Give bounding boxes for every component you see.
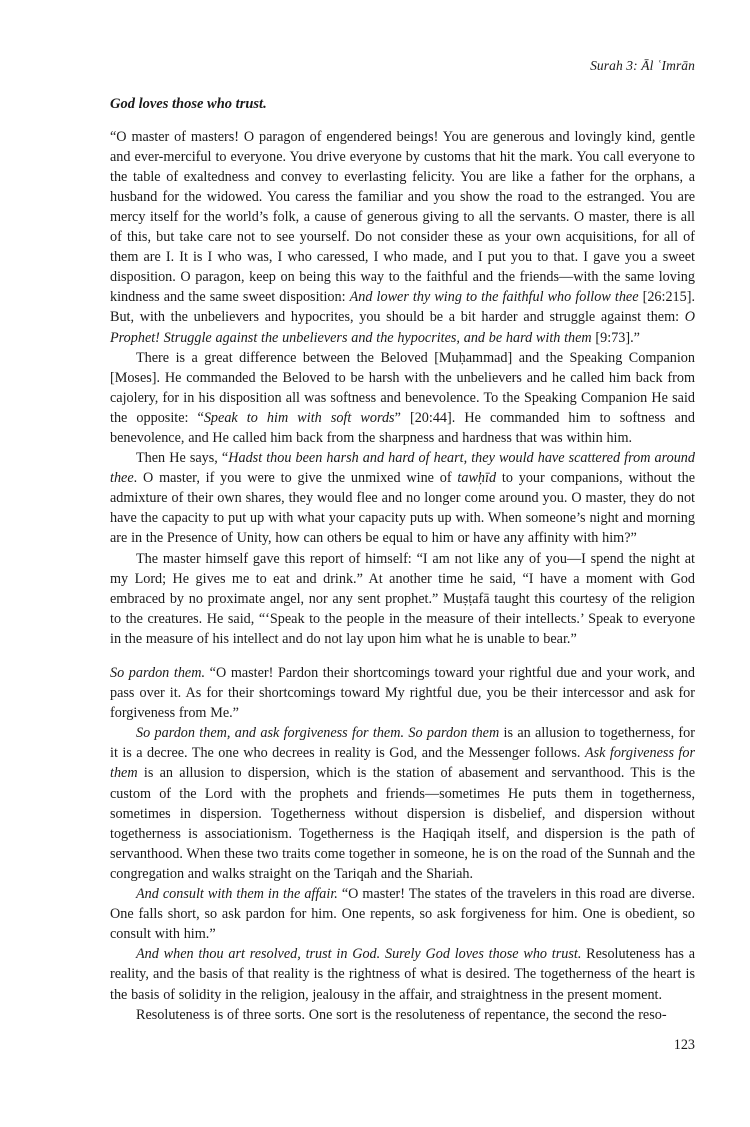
- lemma-so-pardon-them: So pardon them.: [110, 665, 206, 681]
- quran-quote-26-215: And lower thy wing to the faithful who follow thee: [349, 289, 639, 306]
- paragraph-5: [110, 663, 695, 723]
- paragraph-6: [110, 723, 695, 884]
- paragraph-2-text-a: There is a great difference between the Beloved [Muḥammad] and the Speaking Companion [Moses]. He commanded the Beloved to be harsh with the unbelievers and he called him back from cajolery, for in his disposition all was softness and benevolence. To the Speaking Companion He said the opposite: “: [110, 349, 695, 426]
- paragraph-7-text-a: “O master! The states of the travelers in this road are diverse. One falls short, so ask pardon for him. One repents, so ask forgiveness for him. One is obedient, so consult with him.”: [110, 886, 695, 943]
- lemma-so-pardon-them-2: So pardon them: [408, 725, 500, 742]
- quran-quote-hadst-thou-been-harsh: Hadst thou been harsh and hard of heart, they would have scattered from around thee: [110, 450, 695, 487]
- quran-quote-20-44: Speak to him with soft words: [203, 409, 395, 426]
- paragraph-1: [110, 127, 695, 348]
- section-heading: God loves those who trust.: [110, 96, 267, 112]
- paragraph-1-text-b: [26:215]. But, with the unbelievers and hypocrites, you should be a bit harder and struggle against them:: [110, 289, 695, 326]
- lemma-ask-forgiveness-for-them: Ask forgiveness for them: [110, 745, 695, 782]
- page-number: 123: [673, 1037, 695, 1053]
- paragraph-1-text-c: [9:73].”: [591, 329, 640, 346]
- paragraph-4: [110, 549, 695, 649]
- paragraph-5-text-a: “O master! Pardon their shortcomings toward your rightful due and your work, and pass over it. As for their shortcomings toward My rightful due, you be their intercessor and ask for forgiveness from Me.”: [110, 665, 695, 722]
- paragraph-4-text-a: The master himself gave this report of himself: “I am not like any of you—I spend the night at my Lord; He gives me to eat and drink.” At another time he said, “I have a moment with God embraced by no proximate angel, nor any sent prophet.” Muṣṭafā taught this courtesy of the religion to the creatures. He said, “‘Speak to the people in the measure of their intellects.’ Speak to everyone in the measure of his intellect and do not lay upon him what he is unable to bear.”: [110, 550, 695, 647]
- paragraph-1-text-a: “O master of masters! O paragon of engendered beings! You are generous and lovingly kind, gentle and ever-merciful to everyone. You drive everyone by customs that hit the mark. You call everyone to the table of exaltedness and convey to everlasting felicity. You are like a father for the orphans, a husband for the widowed. You caress the familiar and you show the road to the estranged. You are mercy itself for the world’s folk, a cause of generous giving to all the servants. O master, there is all of this, but take care not to see yourself. Do not consider these as your own acquisitions, for all of them are I. It is I who was, I who caressed, I who made, and I put you to that. I gave you a sweet disposition. O paragon, keep on being this way to the faithful and the friends—with the same loving kindness and the same sweet disposition:: [110, 128, 695, 306]
- paragraph-3-text-c: to your companions, without the admixture of their own shares, they would flee and no longer come around you. O master, they do not have the capacity to put up with what your capacity puts up with. When someone’s night and morning are in the Presence of Unity, how can others be equal to him or have any affinity with him?”: [110, 470, 695, 547]
- lemma-so-pardon-and-ask-forgiveness: So pardon them, and ask forgiveness for them.: [136, 725, 405, 742]
- term-tawhid: tawḥīd: [457, 470, 497, 487]
- paragraph-8: [110, 944, 695, 1004]
- paragraph-2: [110, 348, 695, 448]
- lemma-and-when-thou-art-resolved: And when thou art resolved, trust in God.: [136, 946, 381, 963]
- paragraph-3-text-b: . O master, if you were to give the unmixed wine of: [133, 470, 458, 487]
- paragraph-8-text-b: Resoluteness has a reality, and the basis of that reality is the rightness of what is desired. The togetherness of the heart is the basis of solidity in the religion, jealousy in the affair, and straightness in the present moment.: [110, 946, 696, 1003]
- paragraph-6-text-b: is an allusion to togetherness, for it is a decree. The one who decrees in reality is God, and the Messenger follows.: [110, 725, 695, 762]
- paragraph-2-text-b: ” [20:44]. He commanded him to softness and benevolence, and He called him back from the sharpness and hardness that was within him.: [110, 409, 695, 446]
- running-head: Surah 3: Āl ʿImrān: [590, 58, 695, 73]
- lemma-and-consult-with-them: And consult with them in the affair.: [136, 886, 338, 903]
- lemma-surely-god-loves-those-who-trust: Surely God loves those who trust.: [384, 946, 582, 963]
- quran-quote-9-73: O Prophet! Struggle against the unbelievers and the hypocrites, and be hard with them: [110, 309, 695, 346]
- paragraph-9: [110, 1005, 695, 1025]
- page-text-block: [110, 95, 695, 1025]
- paragraph-7: [110, 884, 695, 944]
- paragraph-9-text-a: Resoluteness is of three sorts. One sort is the resoluteness of repentance, the second the reso-: [136, 1006, 667, 1023]
- paragraph-3-text-a: Then He says, “: [136, 450, 229, 467]
- paragraph-6-text-c: is an allusion to dispersion, which is the station of abasement and servanthood. This is the custom of the Lord with the prophets and friends—sometimes He puts them in togetherness, sometimes in dispersion. Togetherness without dispersion is disbelief, and dispersion without togetherness is associationism. Togetherness is the Haqiqah itself, and dispersion is the path of servanthood. When these two traits come together in someone, he is on the road of the Sunnah and the congregation and walks straight on the Tariqah and the Shariah.: [110, 765, 695, 882]
- paragraph-3: [110, 448, 695, 548]
